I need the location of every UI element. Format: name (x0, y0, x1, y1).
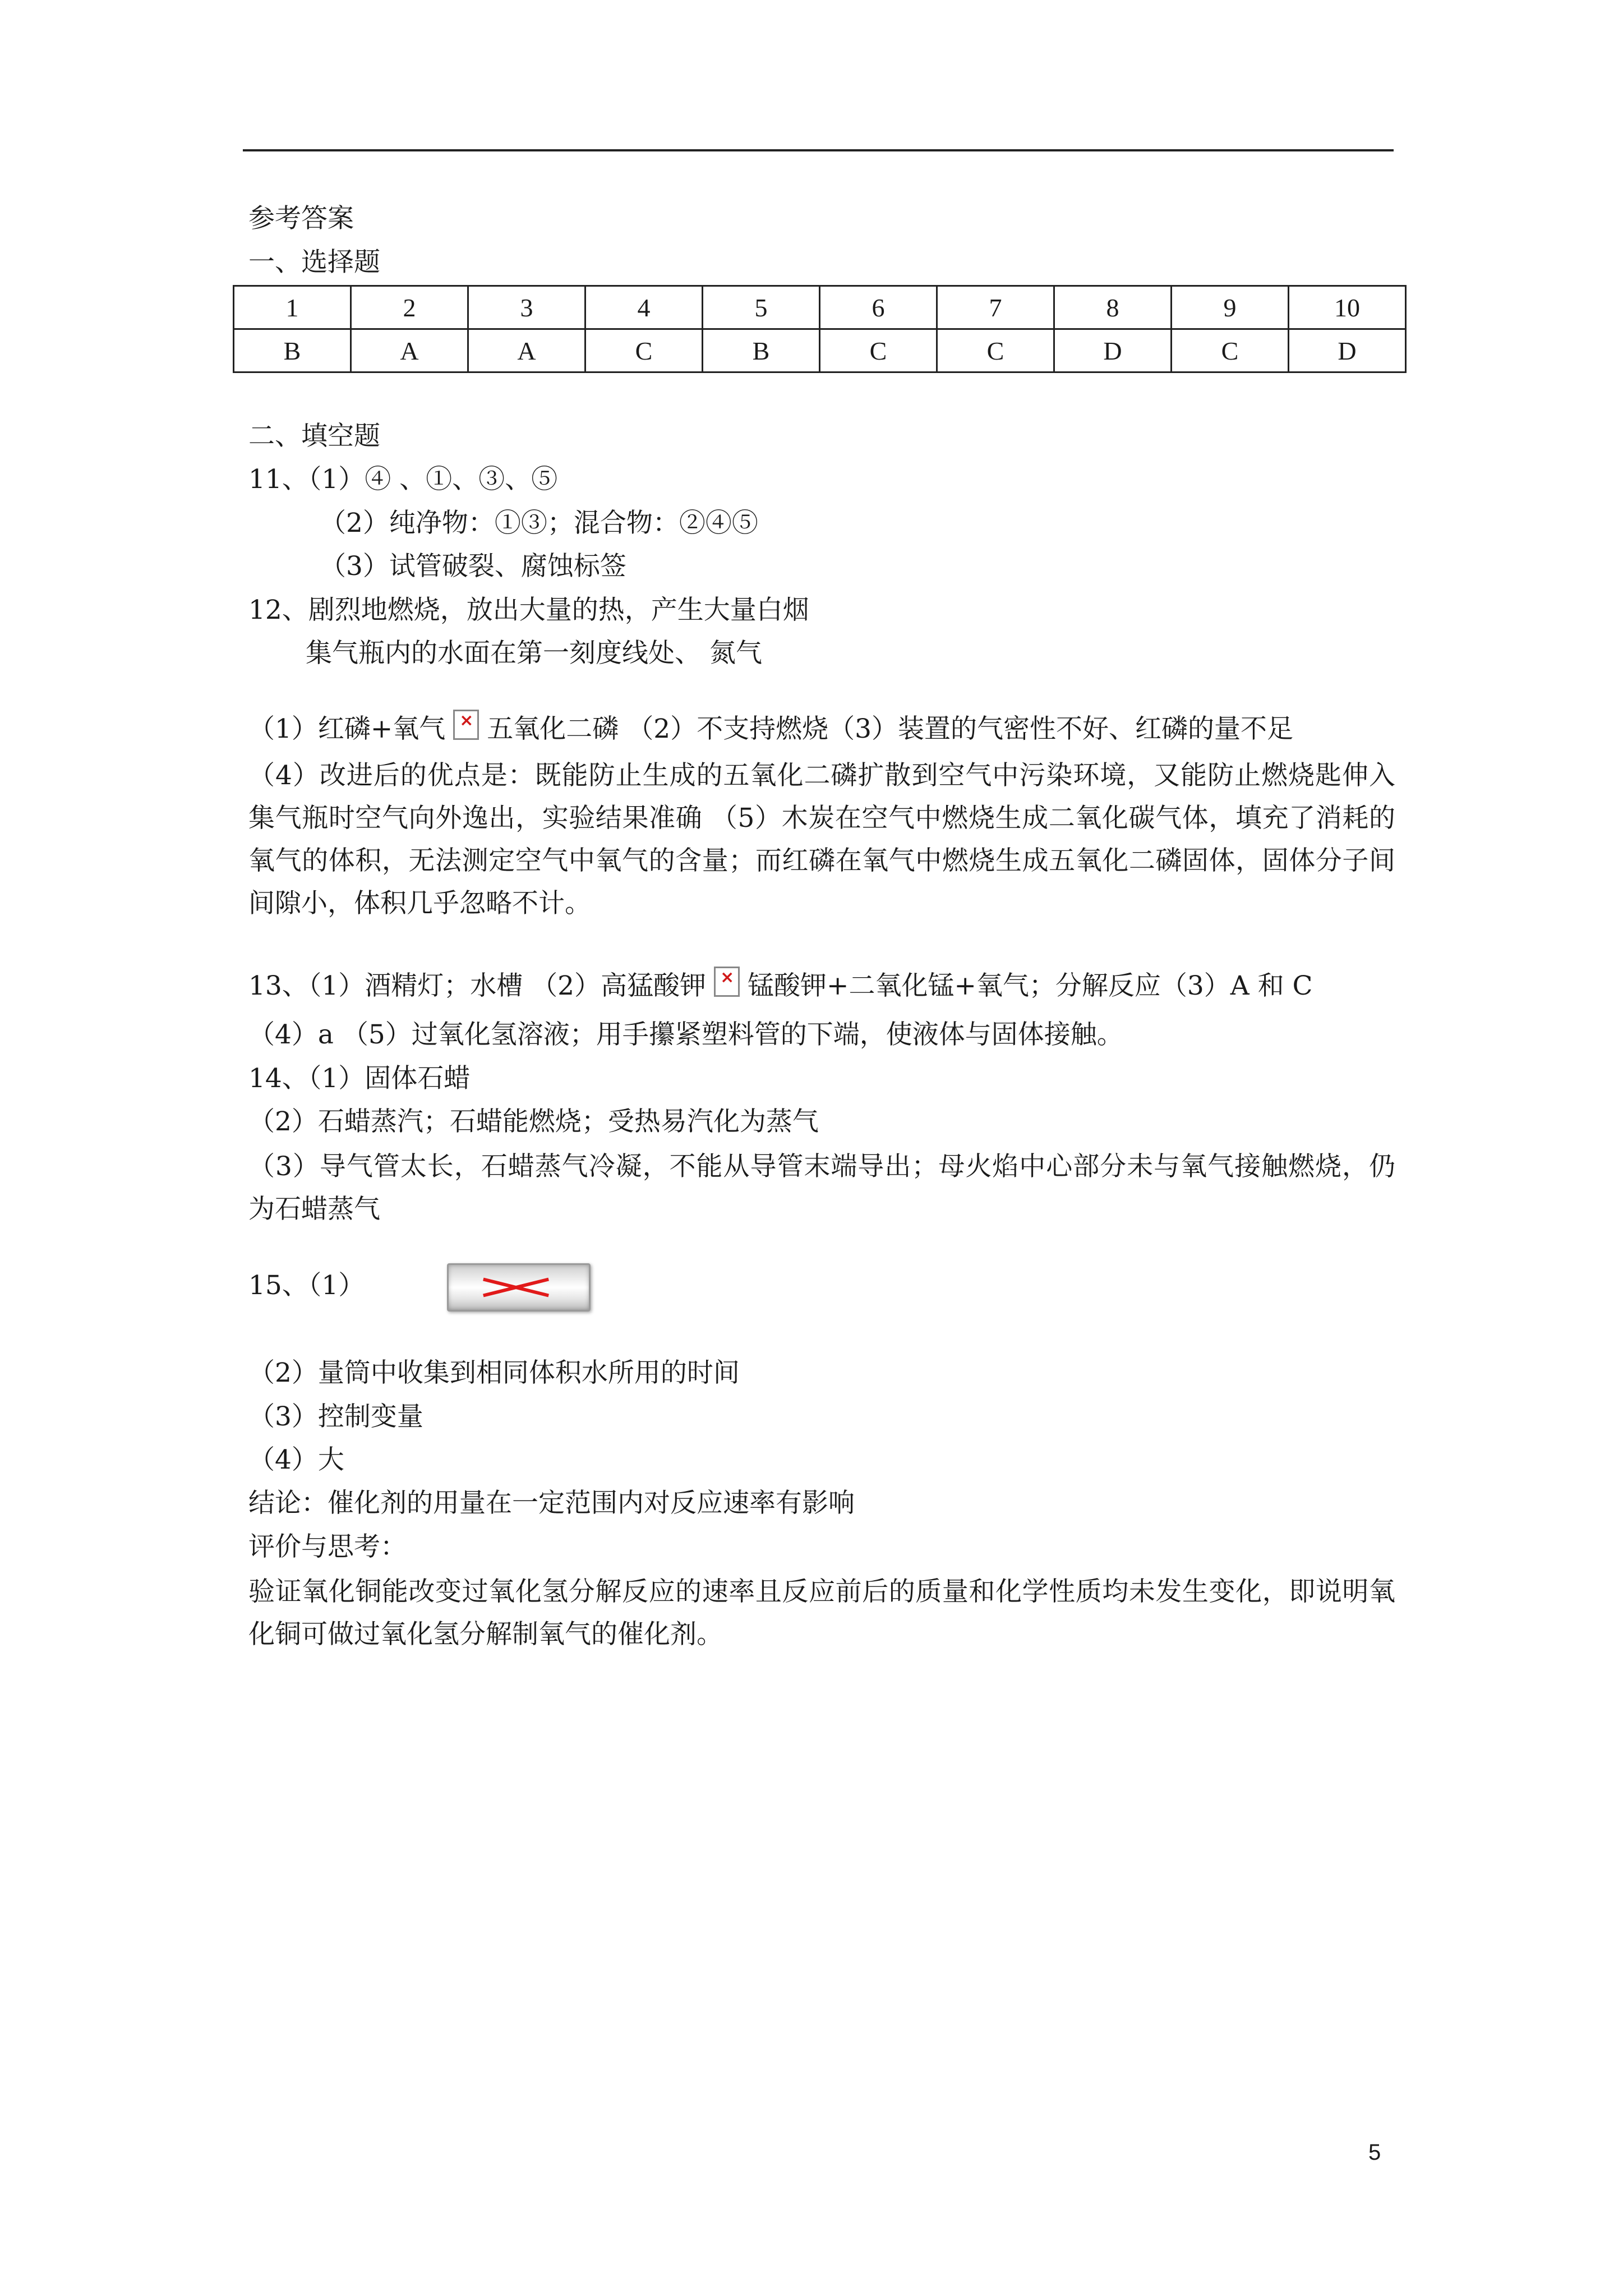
table-cell: D (1289, 329, 1406, 372)
page-title: 参考答案 (248, 203, 354, 234)
broken-image-icon (714, 967, 740, 997)
table-cell: 1 (234, 286, 351, 329)
section-choice-title: 一、选择题 (248, 247, 380, 278)
table-cell: A (468, 329, 585, 372)
q15-line3: （3）控制变量 (248, 1401, 423, 1432)
q15-eval-text: 验证氧化铜能改变过氧化氢分解反应的速率且反应前后的质量和化学性质均未发生变化，即说明氧化铜可做过氧化氢分解制氧气的催化剂。 (248, 1576, 1395, 1650)
q13-line2: （4）a （5）过氧化氢溶液；用手攥紧塑料管的下端，使液体与固体接触。 (248, 1019, 1123, 1050)
table-cell: 4 (585, 286, 703, 329)
q15-line4: （4）大 (248, 1444, 344, 1475)
q12-line2: 集气瓶内的水面在第一刻度线处、 氮气 (306, 638, 762, 669)
table-cell: C (937, 329, 1054, 372)
table-cell: 9 (1172, 286, 1289, 329)
broken-image-icon (447, 1263, 591, 1312)
page-number: 5 (1368, 2140, 1381, 2165)
q13-line1-part-a: 13、（1）酒精灯；水槽 （2）高猛酸钾 (248, 970, 707, 1001)
table-cell: 7 (937, 286, 1054, 329)
table-cell: C (585, 329, 703, 372)
q12-paragraph: （4）改进后的优点是：既能防止生成的五氧化二磷扩散到空气中污染环境，又能防止燃烧匙伸入集气瓶时空气向外逸出，实验结果准确 （5）木炭在空气中燃烧生成二氧化碳气体，填充了消耗的氧气的体积，无法测定空气中氧气的含量；而红磷在氧气中燃烧生成五氧化二磷固体，固体分子间间隙小，体积几乎忽略不计。 (248, 760, 1395, 919)
q15-eval-title: 评价与思考： (248, 1531, 407, 1562)
q12-line3 (248, 710, 1293, 746)
q13-line1 (248, 967, 1313, 1003)
q15-conclusion: 结论：催化剂的用量在一定范围内对反应速率有影响 (248, 1488, 855, 1519)
table-cell: 2 (351, 286, 468, 329)
header-rule (243, 149, 1394, 151)
table-cell: A (351, 329, 468, 372)
table-cell: C (1172, 329, 1289, 372)
answer-table (233, 285, 1407, 373)
q13-line1-part-b: 锰酸钾+二氧化锰+氧气；分解反应（3）A 和 C (748, 970, 1313, 1001)
broken-image-icon (453, 710, 479, 740)
q11-line3: （3）试管破裂、腐蚀标签 (320, 551, 626, 582)
q11-line2: （2）纯净物：①③；混合物：②④⑤ (320, 508, 758, 539)
section-fill-title: 二、填空题 (248, 421, 380, 452)
table-cell: D (1054, 329, 1172, 372)
q12-line1: 12、剧烈地燃烧，放出大量的热，产生大量白烟 (248, 595, 809, 625)
q14-line1: 14、（1）固体石蜡 (248, 1063, 471, 1094)
table-cell: B (234, 329, 351, 372)
table-cell: 6 (820, 286, 937, 329)
table-row (234, 286, 1406, 329)
q12-line3-part-b: 五氧化二磷 （2）不支持燃烧（3）装置的气密性不好、红磷的量不足 (487, 714, 1294, 744)
table-cell: B (703, 329, 820, 372)
q11-line1: 11、（1）④ 、①、③、⑤ (248, 464, 558, 495)
q14-paragraph: （3）导气管太长，石蜡蒸气冷凝，不能从导管末端导出；母火焰中心部分未与氧气接触燃烧，仍为石蜡蒸气 (248, 1151, 1395, 1225)
table-cell: 8 (1054, 286, 1172, 329)
table-row (234, 329, 1406, 372)
q15-line1: 15、（1） (248, 1270, 365, 1301)
table-cell: 10 (1289, 286, 1406, 329)
table-cell: 5 (703, 286, 820, 329)
q15-line2: （2）量筒中收集到相同体积水所用的时间 (248, 1358, 740, 1388)
q14-line2: （2）石蜡蒸汽；石蜡能燃烧；受热易汽化为蒸气 (248, 1106, 819, 1137)
table-cell: C (820, 329, 937, 372)
q12-line3-part-a: （1）红磷+氧气 (248, 714, 446, 744)
table-cell: 3 (468, 286, 585, 329)
